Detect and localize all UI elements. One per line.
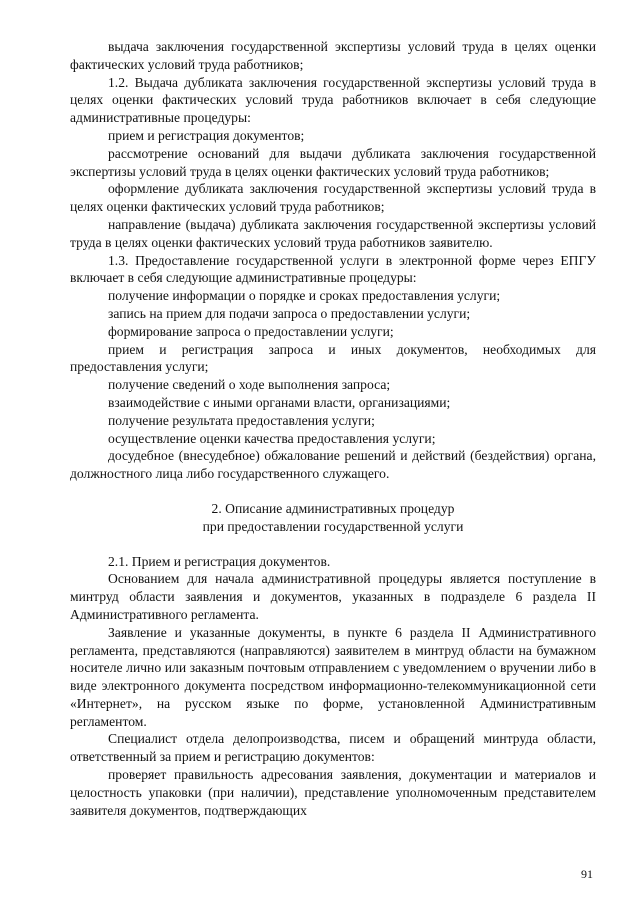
list-item: запись на прием для подачи запроса о предоставлении услуги;: [108, 305, 471, 321]
list-item: получение информации о порядке и сроках предоставления услуги;: [108, 288, 501, 304]
page-number: 91: [581, 867, 593, 881]
list-item: оформление дубликата заключения государственной экспертизы условий труда в целях оценки фактических условий труда работников;: [70, 181, 596, 215]
subsection-title: 2.1. Прием и регистрация документов.: [108, 553, 331, 569]
list-item: досудебное (внесудебное) обжалование решений и действий (бездействия) органа, должностного лица либо государственного служащего.: [70, 448, 596, 482]
body-text: [70, 38, 596, 819]
paragraph: Основанием для начала административной процедуры является поступление в минтруд области заявления и документов, указанных в подразделе 6 раздела II Административного регламента.: [70, 571, 596, 622]
list-item: рассмотрение оснований для выдачи дубликата заключения государственной экспертизы условий труда в целях оценки фактических условий труда работников;: [70, 145, 596, 179]
section-heading-line2: при предоставлении государственной услуги: [202, 518, 464, 534]
list-item: формирование запроса о предоставлении услуги;: [108, 323, 394, 339]
paragraph: Заявление и указанные документы, в пункте 6 раздела II Административного регламента, представляются (направляются) заявителем в минтруд области на бумажном носителе лично или заказным почтовым отправлением с уведомлением о вручении либо в виде электронного документа посредством информационно-телекоммуникационной сети «Интернет», на русском языке по форме, установленной Административным регламентом.: [70, 624, 596, 729]
list-item: направление (выдача) дубликата заключения государственной экспертизы условий труда в целях оценки фактических условий труда работников заявителю.: [70, 216, 596, 250]
list-item: получение результата предоставления услуги;: [108, 412, 375, 428]
paragraph: выдача заключения государственной экспертизы условий труда в целях оценки фактических условий труда работников;: [70, 39, 596, 72]
list-item: прием и регистрация запроса и иных документов, необходимых для предоставления услуги;: [70, 341, 596, 375]
paragraph: 1.2. Выдача дубликата заключения государственной экспертизы условий труда в целях оценки фактических условий труда работников включает в себя следующие административные процедуры:: [70, 74, 596, 126]
paragraph: 1.3. Предоставление государственной услуги в электронной форме через ЕПГУ включает в себя следующие административные процедуры:: [70, 252, 596, 286]
paragraph: проверяет правильность адресования заявления, документации и материалов и целостность упаковки (при наличии), представление уполномоченным представителем заявителя документов, подтверждающих: [70, 767, 596, 818]
list-item: получение сведений о ходе выполнения запроса;: [108, 377, 391, 393]
list-item: взаимодействие с иными органами власти, организациями;: [108, 394, 451, 410]
list-item: осуществление оценки качества предоставления услуги;: [108, 430, 436, 446]
paragraph: Специалист отдела делопроизводства, писем и обращений минтруда области, ответственный за прием и регистрацию документов:: [70, 731, 596, 765]
section-heading-line1: 2. Описание административных процедур: [211, 500, 455, 516]
section-heading: [70, 500, 596, 536]
list-item: прием и регистрация документов;: [108, 127, 305, 143]
